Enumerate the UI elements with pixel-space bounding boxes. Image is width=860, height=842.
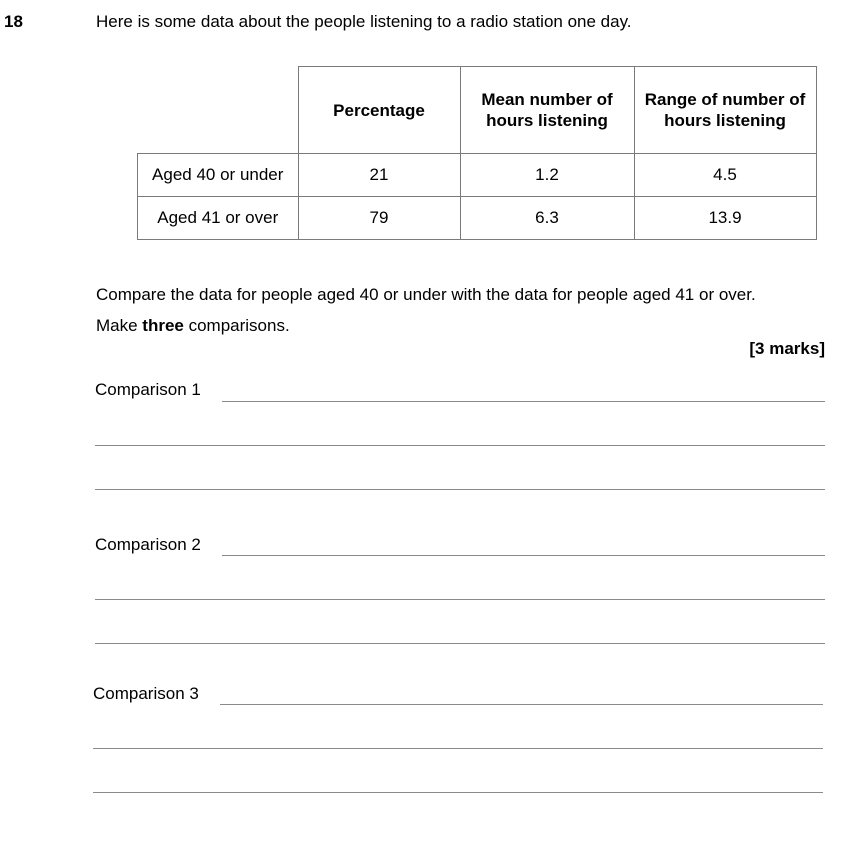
header-mean-hours-text: Mean number of hours listening (481, 90, 613, 130)
instruction-prefix: Make (96, 316, 143, 335)
comparison-2-answer-line[interactable] (222, 555, 825, 556)
row-label: Aged 41 or over (138, 197, 299, 240)
table-row (138, 154, 817, 197)
header-range-hours-text: Range of number of hours listening (644, 90, 806, 130)
instruction-make-three (96, 316, 290, 336)
data-table (137, 66, 817, 240)
cell-range: 13.9 (634, 197, 816, 240)
comparison-1-answer-line-2[interactable] (95, 445, 825, 446)
cell-percentage: 21 (298, 154, 460, 197)
table-header-row (138, 67, 817, 154)
comparison-2-label: Comparison 2 (95, 535, 201, 554)
cell-percentage: 79 (298, 197, 460, 240)
comparison-1-answer-line[interactable] (222, 401, 825, 402)
question-intro: Here is some data about the people listening to a radio station one day. (96, 12, 632, 31)
comparison-3-label: Comparison 3 (93, 684, 199, 703)
cell-mean: 1.2 (460, 154, 634, 197)
table-row (138, 197, 817, 240)
comparison-1-answer-line-3[interactable] (95, 489, 825, 490)
comparison-2-answer-line-3[interactable] (95, 643, 825, 644)
header-mean-hours (460, 67, 634, 154)
instruction-bold-three: three (142, 316, 184, 335)
comparison-3-answer-line-2[interactable] (93, 748, 823, 749)
comparison-1-label: Comparison 1 (95, 380, 201, 399)
comparison-3-answer-line-3[interactable] (93, 792, 823, 793)
header-range-hours (634, 67, 816, 154)
marks-label: [3 marks] (749, 339, 825, 358)
table-corner-cell (138, 67, 299, 154)
instruction-suffix: comparisons. (183, 316, 290, 335)
cell-mean: 6.3 (460, 197, 634, 240)
cell-range: 4.5 (634, 154, 816, 197)
instruction-compare: Compare the data for people aged 40 or under with the data for people aged 41 or over. (96, 285, 756, 304)
comparison-2-answer-line-2[interactable] (95, 599, 825, 600)
question-number: 18 (4, 12, 23, 31)
comparison-3-answer-line[interactable] (220, 704, 823, 705)
row-label: Aged 40 or under (138, 154, 299, 197)
header-percentage: Percentage (298, 67, 460, 154)
